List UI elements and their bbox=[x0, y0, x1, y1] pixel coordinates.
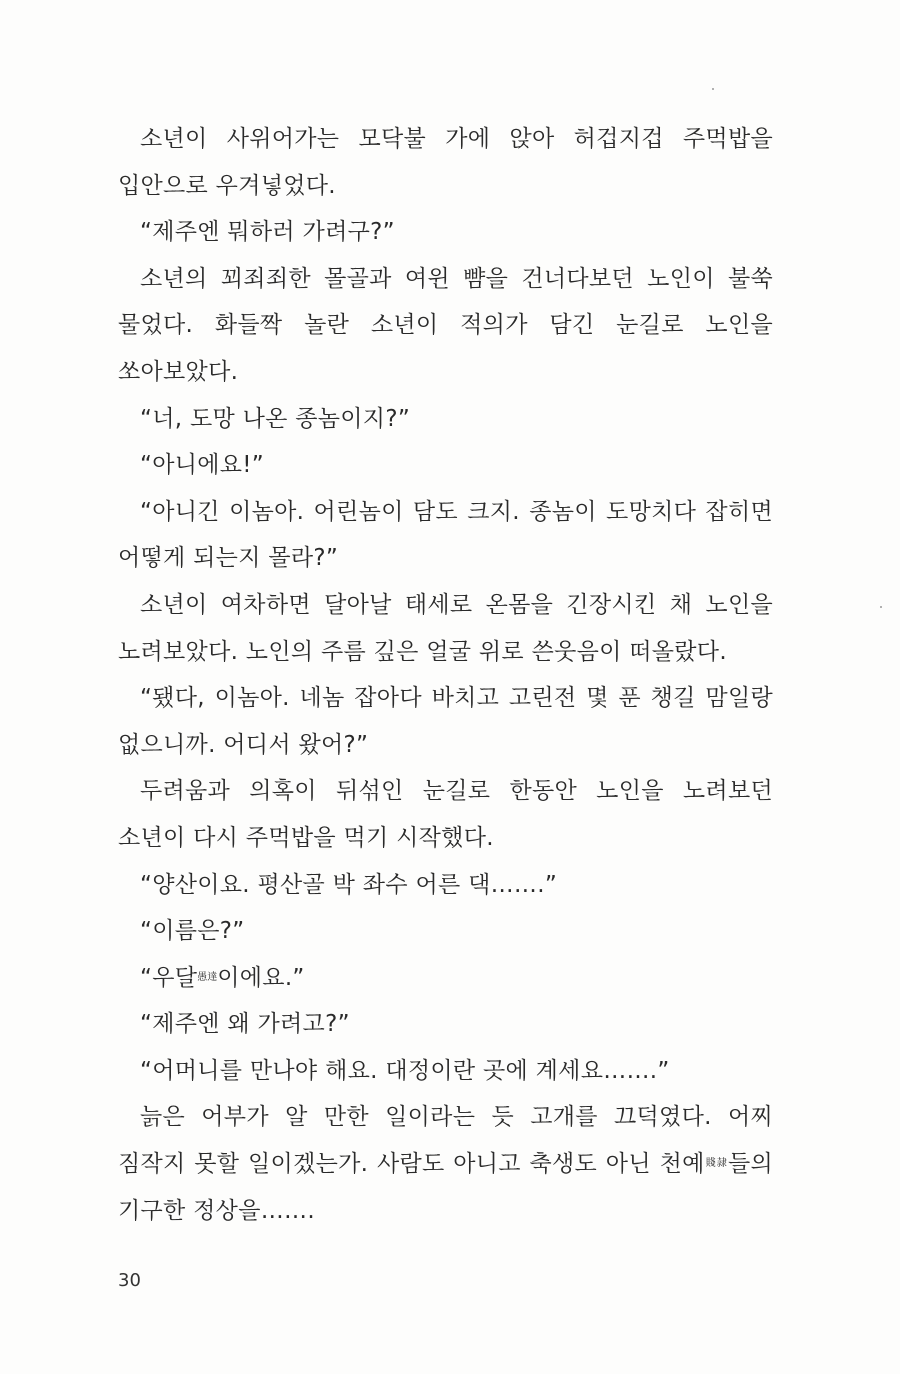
page-number: 30 bbox=[118, 1270, 141, 1291]
paper-speck bbox=[712, 88, 714, 90]
paragraph-2: 소년의 꾀죄죄한 몰골과 여윈 뺨을 건너다보던 노인이 불쑥 물었다. 화들짝 놀란 소년이 적의가 담긴 눈길로 노인을 쏘아보았다. bbox=[118, 265, 773, 385]
paragraph-5-end: 들의 기구한 정상을……. bbox=[118, 1151, 773, 1224]
dialogue-9: “제주엔 왜 가려고?” bbox=[140, 1011, 350, 1038]
hanja-annotation-cheonye: 賤隷 bbox=[704, 1158, 728, 1170]
paragraph-3: 소년이 여차하면 달아날 태세로 온몸을 긴장시킨 채 노인을 노려보았다. 노인의 주름 깊은 얼굴 위로 쓴웃음이 떠올랐다. bbox=[118, 591, 773, 665]
paragraph-4: 두려움과 의혹이 뒤섞인 눈길로 한동안 노인을 노려보던 소년이 다시 주먹밥을 먹기 시작했다. bbox=[118, 778, 773, 851]
dialogue-4: “아니긴 이놈아. 어린놈이 담도 크지. 종놈이 도망치다 잡히면 어떻게 되는지 몰라?” bbox=[118, 498, 773, 572]
hanja-annotation-udal: 愚達 bbox=[197, 971, 218, 983]
dialogue-5: “됐다, 이놈아. 네놈 잡아다 바치고 고린전 몇 푼 챙길 맘일랑 없으니까. 어디서 왔어?” bbox=[118, 685, 773, 758]
paragraph-5-start: 늙은 어부가 알 만한 일이라는 듯 고개를 끄덕였다. 어찌 짐작지 못할 일이겠는가. 사람도 아니고 축생도 아닌 천예 bbox=[118, 1104, 773, 1178]
dialogue-8-start: “우달 bbox=[140, 964, 198, 991]
dialogue-8-end: 이에요.” bbox=[217, 964, 305, 991]
dialogue-1: “제주엔 뭐하러 가려구?” bbox=[140, 219, 395, 246]
dialogue-2: “너, 도망 나온 종놈이지?” bbox=[140, 405, 411, 432]
paper-speck bbox=[880, 606, 882, 608]
dialogue-10: “어머니를 만나야 해요. 대정이란 곳에 계세요…….” bbox=[140, 1057, 670, 1084]
dialogue-6: “양산이요. 평산골 박 좌수 어른 댁…….” bbox=[140, 871, 558, 898]
dialogue-7: “이름은?” bbox=[140, 918, 245, 945]
dialogue-3: “아니에요!” bbox=[140, 452, 265, 479]
paragraph-1: 소년이 사위어가는 모닥불 가에 앉아 허겁지겁 주먹밥을 입안으로 우겨넣었다. bbox=[118, 126, 773, 199]
body-text bbox=[118, 116, 773, 1234]
paragraph-5 bbox=[118, 1094, 773, 1234]
dialogue-8 bbox=[118, 955, 773, 1002]
